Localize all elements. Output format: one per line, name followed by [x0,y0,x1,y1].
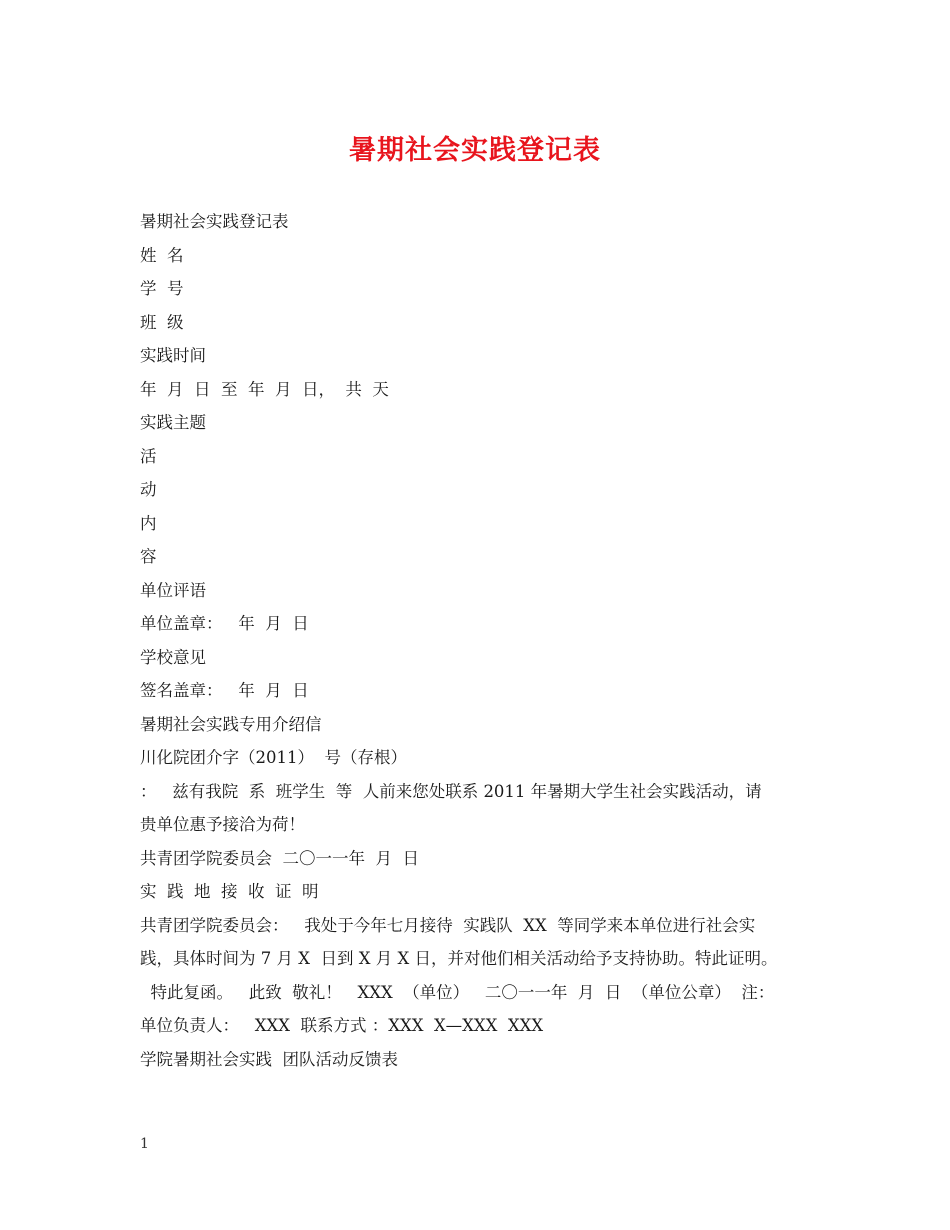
line-form-heading: 暑期社会实践登记表 [140,212,289,231]
page-title: 暑期社会实践登记表 [349,135,601,166]
line-intro-letter-heading: 暑期社会实践专用介绍信 [140,714,322,734]
page-number: 1 [140,1136,149,1152]
line-date-range: 年 月 日 至 年 月 日， 共 天 [140,379,389,399]
line-letter-number: 川化院团介字（2011） 号（存根） [140,748,407,767]
line-receipt-heading: 实 践 地 接 收 证 明 [140,882,319,901]
line-activity-3: 内 [140,513,157,533]
line-student-id: 学 号 [140,279,184,298]
line-receipt-body-1: 共青团学院委员会： 我处于今年七月接待 实践队 XX 等同学来本单位进行社会实 [140,915,756,935]
line-receipt-body-3: 特此复函。 此致 敬礼！ XXX （单位） 二〇一一年 月 日 （单位公章） 注： [140,982,775,1002]
line-unit-seal: 单位盖章： 年 月 日 [140,614,309,633]
body-text [140,205,840,1076]
line-practice-time: 实践时间 [140,346,206,365]
line-signature-seal: 签名盖章： 年 月 日 [140,681,309,700]
line-practice-topic: 实践主题 [140,413,206,432]
line-activity-2: 动 [140,480,157,499]
line-receipt-body-2: 践，具体时间为 7 月 X 日到 X 月 X 日，并对他们相关活动给予支持协助。特此证明。 [140,949,778,968]
line-responsible-person: 单位负责人： XXX 联系方式 ：XXX X—XXX XXX [140,1016,544,1035]
line-letter-body-2: 贵单位惠予接洽为荷！ [140,815,305,834]
line-school-opinion: 学校意见 [140,647,206,667]
line-letter-body-1: ： 兹有我院 系 班学生 等 人前来您处联系 2011 年暑期大学生社会实践活动，请 [140,781,762,801]
line-activity-1: 活 [140,446,157,466]
line-unit-comment: 单位评语 [140,580,206,600]
line-activity-4: 容 [140,547,157,566]
line-class: 班 级 [140,312,184,332]
line-name: 姓 名 [140,245,184,265]
line-feedback-heading: 学院暑期社会实践 团队活动反馈表 [140,1049,398,1069]
line-letter-sign: 共青团学院委员会 二〇一一年 月 日 [140,848,419,868]
